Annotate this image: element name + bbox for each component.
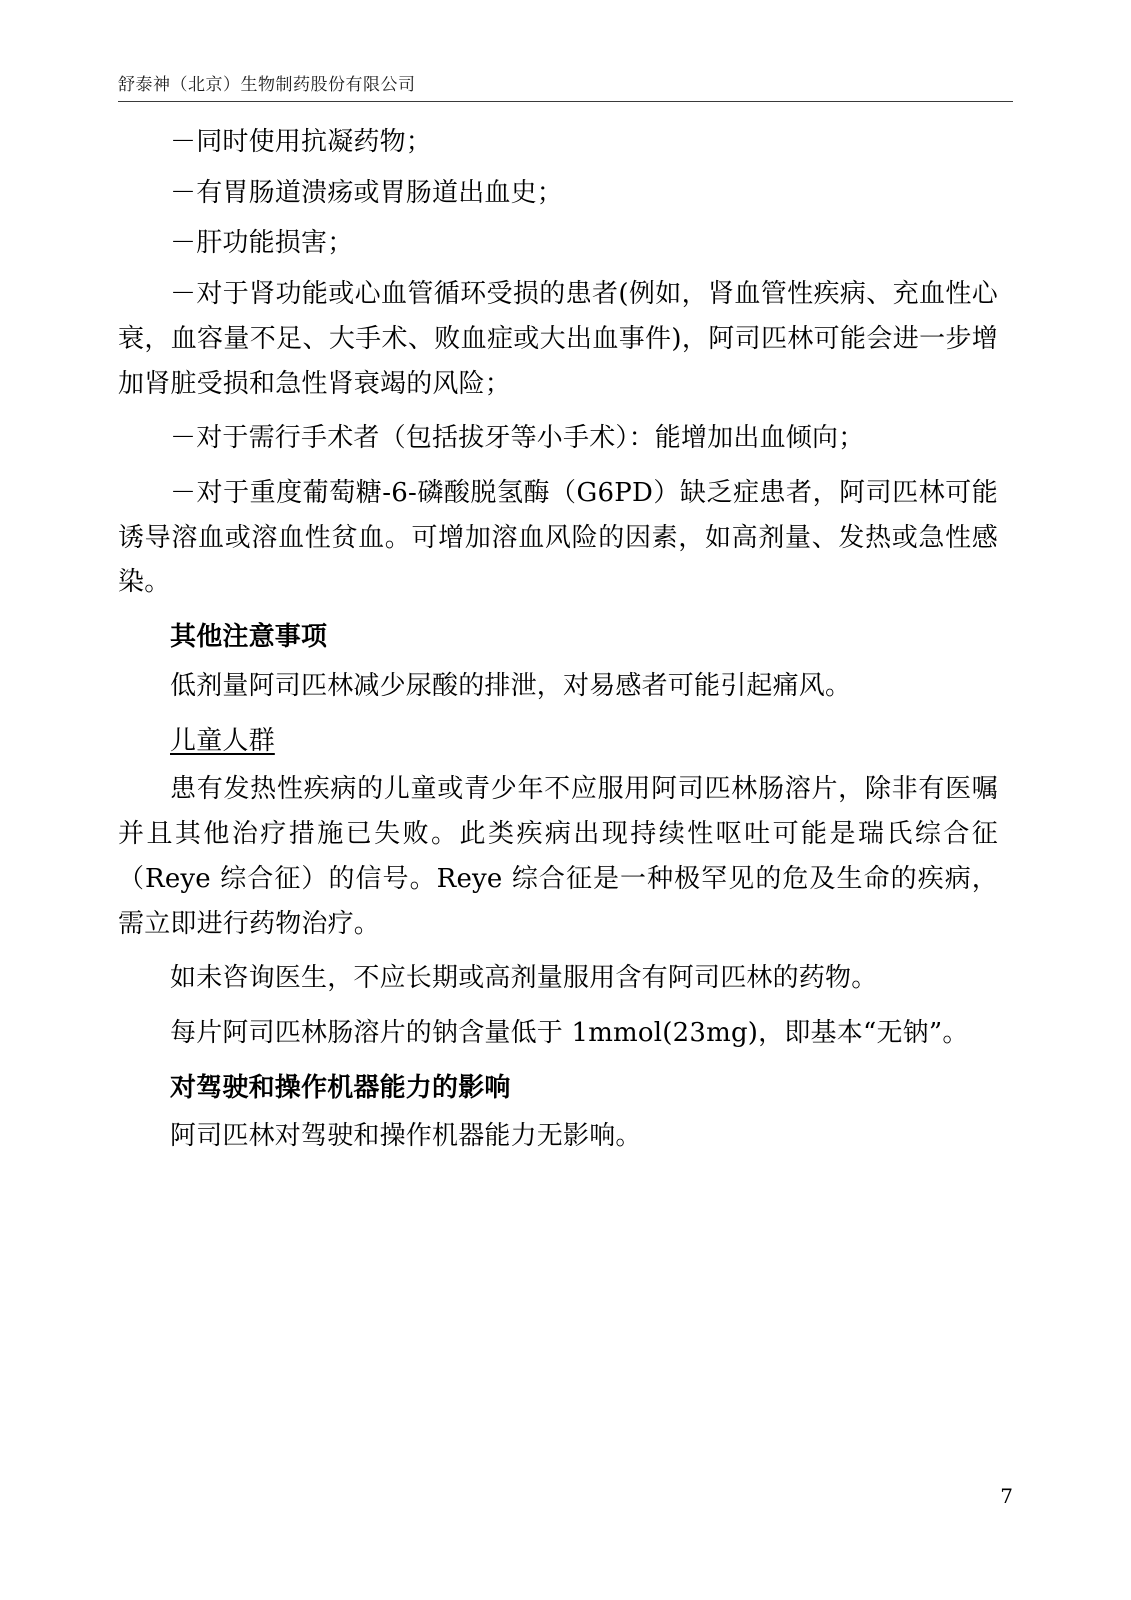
paragraph-children-reye: 患有发热性疾病的儿童或青少年不应服用阿司匹林肠溶片，除非有医嘱并且其他治疗措施已失败。此类疾病出现持续性呕吐可能是瑞氏综合征（Reye 综合征）的信号。Reye 综合征是一种极罕见的危及生命的疾病，需立即进行药物治疗。 xyxy=(118,774,998,939)
paragraph-surgery-risk: －对于需行手术者（包括拔牙等小手术）：能增加出血倾向； xyxy=(170,423,865,454)
heading-children-text: 儿童人群 xyxy=(170,725,275,756)
company-name: 舒泰神（北京）生物制药股份有限公司 xyxy=(118,75,416,95)
heading-driving-effects: 对驾驶和操作机器能力的影响 xyxy=(170,1072,511,1103)
paragraph-sodium-content: 每片阿司匹林肠溶片的钠含量低于 1mmol(23mg)，即基本“无钠”。 xyxy=(170,1017,969,1048)
bullet-liver-impairment: －肝功能损害； xyxy=(170,228,354,259)
paragraph-g6pd-risk: －对于重度葡萄糖-6-磷酸脱氢酶（G6PD）缺乏症患者，阿司匹林可能诱导溶血或溶血性贫血。可增加溶血风险的因素，如高剂量、发热或急性感染。 xyxy=(118,478,998,598)
paragraph-driving-no-effect: 阿司匹林对驾驶和操作机器能力无影响。 xyxy=(170,1121,642,1152)
header-divider xyxy=(118,101,1013,102)
paragraph-renal-risk: －对于肾功能或心血管循环受损的患者(例如，肾血管性疾病、充血性心衰，血容量不足、大手术、败血症或大出血事件)，阿司匹林可能会进一步增加肾脏受损和急性肾衰竭的风险； xyxy=(118,279,998,399)
bullet-gi-ulcer: －有胃肠道溃疡或胃肠道出血史； xyxy=(170,177,564,208)
page-header xyxy=(118,70,1013,102)
heading-other-precautions: 其他注意事项 xyxy=(170,622,328,653)
page-number: 7 xyxy=(1000,1484,1013,1508)
document-content xyxy=(118,120,998,1169)
bullet-anticoagulant: －同时使用抗凝药物； xyxy=(170,127,433,157)
paragraph-uric-acid: 低剂量阿司匹林减少尿酸的排泄，对易感者可能引起痛风。 xyxy=(170,670,852,701)
paragraph-consult-doctor: 如未咨询医生，不应长期或高剂量服用含有阿司匹林的药物。 xyxy=(170,963,878,994)
heading-children-population xyxy=(118,719,998,764)
